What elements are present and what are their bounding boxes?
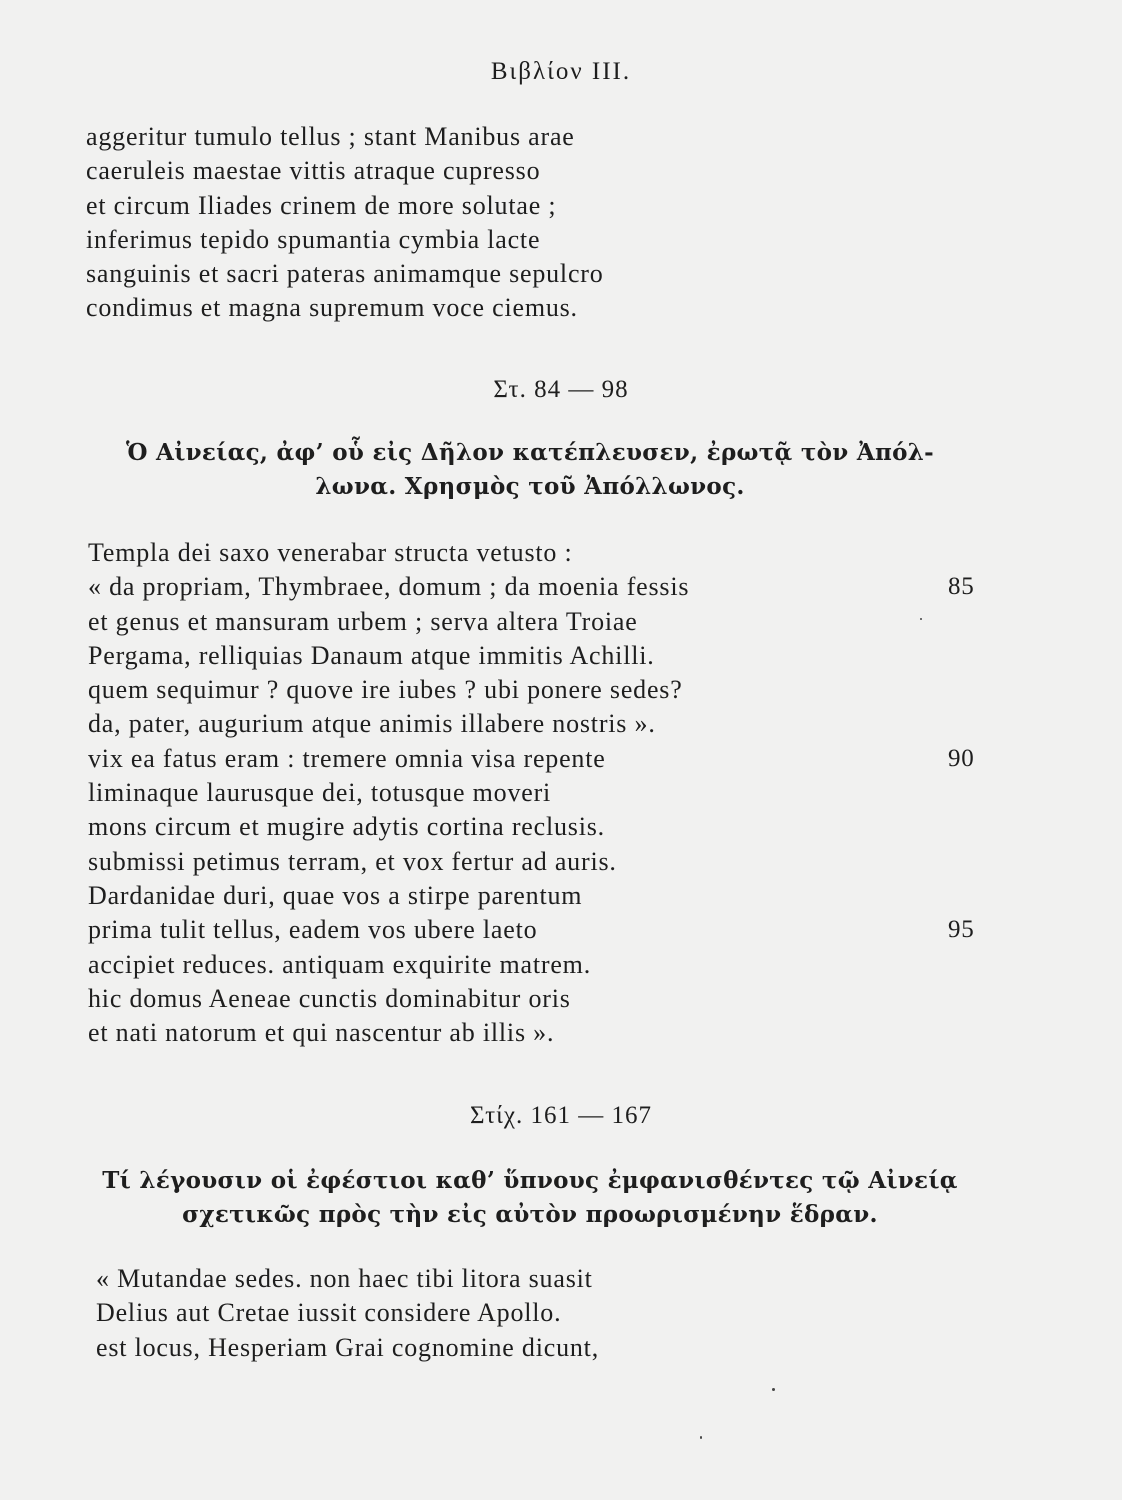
verse-line: et circum Iliades crinem de more solutae ; xyxy=(86,190,557,220)
verse-line: inferimus tepido spumantia cymbia lacte xyxy=(86,224,541,254)
verse-text: Pergama, relliquias Danaum atque immitis Achilli. xyxy=(88,640,655,670)
heading-line: Ὁ Αἰνείας, ἀφ’ οὗ εἰς Δῆλον κατέπλευσεν, ἐρωτᾷ τὸν Ἀπόλ- xyxy=(125,439,935,466)
verse-text: et nati natorum et qui nascentur ab illis ». xyxy=(88,1018,555,1048)
verse-text: quem sequimur ? quove ire iubes ? ubi ponere sedes? xyxy=(88,675,683,705)
verse-line: Delius aut Cretae iussit considere Apollo. xyxy=(96,1298,562,1328)
line-number: 85 xyxy=(948,573,975,601)
verse-text: prima tulit tellus, eadem vos ubere laeto xyxy=(88,915,538,945)
verse-line: condimus et magna supremum voce ciemus. xyxy=(86,293,578,323)
verse-line xyxy=(88,776,689,810)
verse-text: et genus et mansuram urbem ; serva altera Troiae xyxy=(88,606,638,636)
verse-line: caeruleis maestae vittis atraque cupresso xyxy=(86,156,541,186)
verse-line xyxy=(88,536,689,570)
section-heading-2 xyxy=(80,1164,980,1232)
verse-text: accipiet reduces. antiquam exquirite matrem. xyxy=(88,949,591,979)
paper-speck xyxy=(700,1436,702,1439)
heading-line: σχετικῶς πρὸς τὴν εἰς αὐτὸν προωρισμένην ἕδραν. xyxy=(182,1201,878,1228)
running-head: Βιβλίον III. xyxy=(490,58,632,85)
verse-text: « da propriam, Thymbraee, domum ; da moenia fessis xyxy=(88,572,690,602)
verse-line: aggeritur tumulo tellus ; stant Manibus arae xyxy=(86,122,575,151)
paper-speck xyxy=(772,1388,775,1391)
verse-text: submissi petimus terram, et vox fertur ad auris. xyxy=(88,846,617,876)
verse-text: hic domus Aeneae cunctis dominabitur oris xyxy=(88,983,571,1013)
verse-line xyxy=(88,948,689,982)
line-number: 90 xyxy=(948,744,975,772)
section-ref-1: Στ. 84 — 98 xyxy=(493,376,629,403)
verse-block-1 xyxy=(86,120,604,326)
verse-line xyxy=(88,879,689,913)
verse-line: « Mutandae sedes. non haec tibi litora suasit xyxy=(96,1264,593,1293)
paper-speck xyxy=(920,618,922,620)
verse-line xyxy=(88,810,689,844)
verse-text: da, pater, augurium atque animis illabere nostris ». xyxy=(88,709,656,739)
verse-line xyxy=(88,639,689,673)
verse-line xyxy=(88,605,689,639)
heading-line: λωνα. Χρησμὸς τοῦ Ἀπόλλωνος. xyxy=(315,473,745,500)
verse-text: liminaque laurusque dei, totusque moveri xyxy=(88,778,552,808)
verse-line xyxy=(88,707,689,741)
verse-line xyxy=(88,1016,689,1050)
heading-line: Τί λέγουσιν οἱ ἐφέστιοι καθ’ ὕπνους ἐμφανισθέντες τῷ Αἰνείᾳ xyxy=(102,1167,958,1194)
verse-text: mons circum et mugire adytis cortina reclusis. xyxy=(88,812,605,842)
section-ref-2: Στίχ. 161 — 167 xyxy=(470,1102,652,1129)
verse-block-2 xyxy=(88,536,975,1050)
section-heading-1 xyxy=(80,436,980,504)
verse-block-3 xyxy=(96,1262,599,1365)
verse-text: Templa dei saxo venerabar structa vetusto : xyxy=(88,538,573,567)
verse-line xyxy=(88,845,689,879)
verse-line xyxy=(88,742,975,776)
verse-text: vix ea fatus eram : tremere omnia visa repente xyxy=(88,743,606,773)
verse-line xyxy=(88,570,975,604)
verse-line xyxy=(88,982,689,1016)
verse-line: sanguinis et sacri pateras animamque sepulcro xyxy=(86,259,604,289)
verse-text: Dardanidae duri, quae vos a stirpe parentum xyxy=(88,880,583,910)
verse-line xyxy=(88,913,975,947)
verse-line: est locus, Hesperiam Grai cognomine dicunt, xyxy=(96,1332,599,1362)
verse-line xyxy=(88,673,689,707)
line-number: 95 xyxy=(948,916,975,944)
